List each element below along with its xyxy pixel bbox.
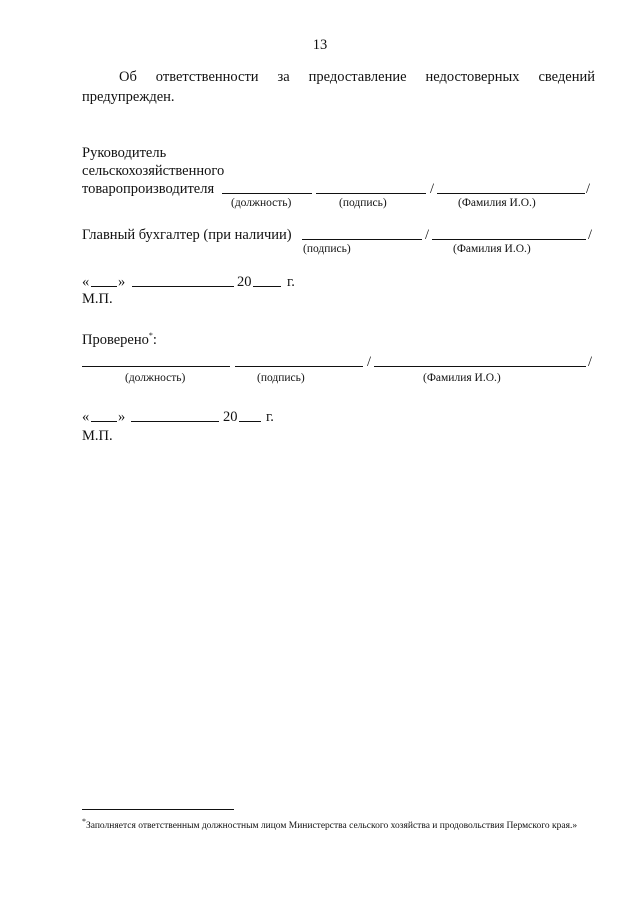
checked-caption-position: (должность) — [125, 372, 186, 384]
checked-slash-close: / — [588, 354, 593, 370]
manager-label-line-3: товаропроизводителя — [82, 181, 215, 197]
date1-year-prefix: 20 — [237, 274, 252, 290]
date2-year-suffix: г. — [266, 409, 274, 425]
accountant-slash-close: / — [588, 227, 593, 243]
footnote-separator — [82, 809, 234, 810]
checked-footnote-mark: * — [148, 331, 153, 341]
manager-label-line-2: сельскохозяйственного — [82, 163, 225, 179]
manager-slash-open: / — [430, 181, 435, 197]
date2-quote-close: » — [118, 409, 126, 425]
manager-signature-line — [316, 193, 426, 194]
accountant-caption-name: (Фамилия И.О.) — [453, 243, 531, 255]
date1-year-suffix: г. — [287, 274, 295, 290]
warning-line-2: предупрежден. — [82, 89, 175, 105]
accountant-name-line — [432, 239, 586, 240]
checked-label-group — [82, 331, 157, 349]
accountant-label: Главный бухгалтер (при наличии) — [82, 227, 292, 243]
date1-seal: М.П. — [82, 291, 113, 307]
manager-label-line-1: Руководитель — [82, 145, 167, 161]
checked-colon: : — [152, 332, 157, 348]
accountant-caption-signature: (подпись) — [303, 243, 351, 255]
accountant-slash-open: / — [425, 227, 430, 243]
date2-year-prefix: 20 — [223, 409, 238, 425]
date2-quote-open: « — [82, 409, 90, 425]
checked-label: Проверено — [82, 332, 149, 348]
date2-month-line — [131, 421, 219, 422]
footnote — [82, 816, 595, 832]
date1-month-line — [132, 286, 234, 287]
date1-year-line — [253, 286, 281, 287]
page-number: 13 — [312, 37, 328, 53]
accountant-signature-line — [302, 239, 422, 240]
checked-name-line — [374, 366, 586, 367]
date1-day-line — [91, 286, 117, 287]
date2-seal: М.П. — [82, 428, 113, 444]
footnote-mark: * — [82, 816, 86, 826]
manager-caption-signature: (подпись) — [339, 197, 387, 209]
manager-caption-name: (Фамилия И.О.) — [458, 197, 536, 209]
checked-slash-open: / — [367, 354, 372, 370]
manager-name-line — [437, 193, 585, 194]
date2-day-line — [91, 421, 117, 422]
manager-caption-position: (должность) — [231, 197, 292, 209]
footnote-text: Заполняется ответственным должностным лицом Министерства сельского хозяйства и продовольствия Пермского края.» — [86, 821, 578, 831]
date2-year-line — [239, 421, 261, 422]
checked-caption-name: (Фамилия И.О.) — [423, 372, 501, 384]
checked-signature-line — [235, 366, 363, 367]
manager-position-line — [222, 193, 312, 194]
manager-slash-close: / — [586, 181, 591, 197]
checked-caption-signature: (подпись) — [257, 372, 305, 384]
warning-line-1: Об ответственности за предоставление недостоверных сведений — [119, 69, 595, 85]
date1-quote-open: « — [82, 274, 90, 290]
date1-quote-close: » — [118, 274, 126, 290]
checked-position-line — [82, 366, 230, 367]
